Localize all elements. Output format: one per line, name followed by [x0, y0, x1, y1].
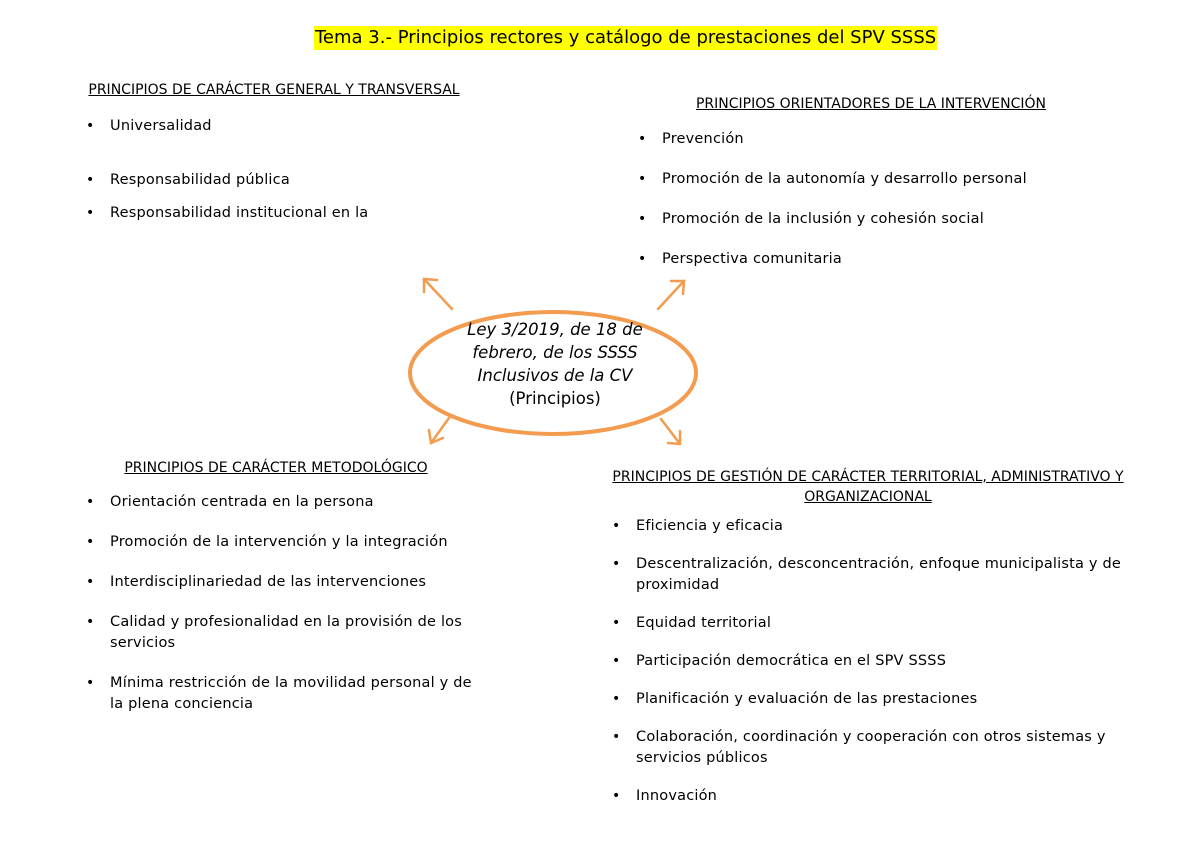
list-item: • Mínima restricción de la movilidad personal y de la plena conciencia: [84, 673, 484, 715]
list-item: • Promoción de la autonomía y desarrollo personal: [636, 169, 1106, 190]
principle-list: [636, 129, 1106, 270]
list-item: • Promoción de la inclusión y cohesión social: [636, 209, 1106, 230]
list-item: • Prevención: [636, 129, 1106, 150]
list-item: • Universalidad: [84, 116, 464, 137]
list-item: • Perspectiva comunitaria: [636, 249, 1106, 270]
section-heading: PRINCIPIOS ORIENTADORES DE LA INTERVENCIÓN: [695, 96, 1047, 112]
section-metodologico: [84, 458, 484, 734]
principle-list: [84, 116, 464, 224]
list-item: • Equidad territorial: [610, 613, 1130, 634]
arrow-bottom-left: [429, 418, 449, 443]
center-label: [448, 318, 662, 410]
list-item: • Colaboración, coordinación y cooperación con otros sistemas y servicios públicos: [610, 727, 1130, 769]
list-item: • Responsabilidad pública: [84, 170, 464, 191]
section-general-transversal: [84, 80, 464, 224]
principle-list: [84, 492, 484, 715]
list-item: • Calidad y profesionalidad en la provisión de los servicios: [84, 612, 484, 654]
principle-list: [610, 516, 1130, 807]
arrow-bottom-right: [661, 419, 680, 444]
list-item: • Responsabilidad institucional en la: [84, 203, 464, 224]
list-item: • Descentralización, desconcentración, enfoque municipalista y de proximidad: [610, 554, 1130, 596]
section-orientadores: [636, 94, 1106, 289]
law-name: Ley 3/2019, de 18 de febrero, de los SSSS Inclusivos de la CV: [467, 320, 643, 385]
page-title: Tema 3.- Principios rectores y catálogo de prestaciones del SPV SSSS: [315, 27, 937, 48]
section-heading: PRINCIPIOS DE GESTIÓN DE CARÁCTER TERRITORIAL, ADMINISTRATIVO Y ORGANIZACIONAL: [612, 469, 1124, 505]
list-item: • Planificación y evaluación de las prestaciones: [610, 689, 1130, 710]
section-heading: PRINCIPIOS DE CARÁCTER GENERAL Y TRANSVERSAL: [88, 82, 460, 98]
law-suffix: (Principios): [509, 389, 601, 408]
list-item: • Eficiencia y eficacia: [610, 516, 1130, 537]
list-item: • Promoción de la intervención y la integración: [84, 532, 484, 553]
list-item: • Orientación centrada en la persona: [84, 492, 484, 513]
arrow-top-left: [424, 279, 452, 309]
section-gestion: [610, 467, 1130, 824]
list-item: • Innovación: [610, 786, 1130, 807]
section-heading: PRINCIPIOS DE CARÁCTER METODOLÓGICO: [124, 460, 428, 476]
list-item: • Interdisciplinariedad de las intervenciones: [84, 572, 484, 593]
list-item: • Participación democrática en el SPV SSSS: [610, 651, 1130, 672]
